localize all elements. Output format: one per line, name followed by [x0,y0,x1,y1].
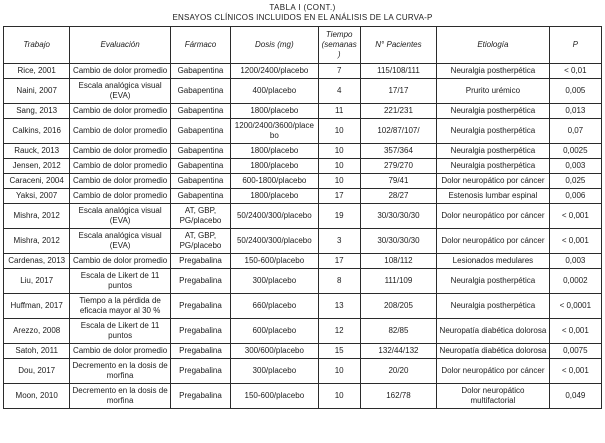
cell-tiempo: 8 [318,269,360,294]
cell-dosis: 150-600/placebo [231,254,318,269]
cell-tiempo: 17 [318,189,360,204]
cell-evaluacion: Cambio de dolor promedio [70,254,171,269]
cell-trabajo: Jensen, 2012 [4,159,70,174]
cell-pacientes: 20/20 [360,359,436,384]
cell-evaluacion: Cambio de dolor promedio [70,159,171,174]
cell-etiologia: Dolor neuropático por cáncer [437,204,550,229]
cell-trabajo: Moon, 2010 [4,384,70,409]
cell-trabajo: Liu, 2017 [4,269,70,294]
cell-p: 0,005 [549,79,601,104]
cell-tiempo: 7 [318,64,360,79]
cell-pacientes: 17/17 [360,79,436,104]
cell-p: 0,07 [549,119,601,144]
cell-evaluacion: Escala analógica visual (EVA) [70,229,171,254]
cell-p: < 0,001 [549,229,601,254]
cell-evaluacion: Decremento en la dosis de morfina [70,359,171,384]
cell-trabajo: Yaksi, 2007 [4,189,70,204]
cell-tiempo: 4 [318,79,360,104]
cell-tiempo: 19 [318,204,360,229]
cell-dosis: 1200/2400/3600/placebo [231,119,318,144]
cell-trabajo: Cardenas, 2013 [4,254,70,269]
cell-etiologia: Neuropatía diabética dolorosa [437,344,550,359]
cell-p: < 0,001 [549,204,601,229]
table-row [4,294,602,319]
cell-pacientes: 208/205 [360,294,436,319]
cell-farmaco: Gabapentina [170,119,230,144]
table-row [4,119,602,144]
cell-dosis: 50/2400/300/placebo [231,229,318,254]
table-title: TABLA I (CONT.) [269,3,336,12]
cell-tiempo: 13 [318,294,360,319]
cell-farmaco: Gabapentina [170,79,230,104]
cell-p: < 0,001 [549,359,601,384]
table-row [4,384,602,409]
cell-etiologia: Neuralgia postherpética [437,119,550,144]
cell-evaluacion: Cambio de dolor promedio [70,64,171,79]
cell-p: 0,003 [549,159,601,174]
cell-evaluacion: Escala analógica visual (EVA) [70,204,171,229]
cell-trabajo: Mishra, 2012 [4,229,70,254]
cell-dosis: 150-600/placebo [231,384,318,409]
cell-trabajo: Rauck, 2013 [4,144,70,159]
cell-pacientes: 115/108/111 [360,64,436,79]
column-header-farmaco: Fármaco [170,27,230,64]
table-row [4,359,602,384]
cell-farmaco: Gabapentina [170,189,230,204]
cell-evaluacion: Escala analógica visual (EVA) [70,79,171,104]
cell-evaluacion: Escala de Likert de 11 puntos [70,319,171,344]
cell-etiologia: Estenosis lumbar espinal [437,189,550,204]
cell-tiempo: 12 [318,319,360,344]
cell-tiempo: 3 [318,229,360,254]
cell-pacientes: 102/87/107/ [360,119,436,144]
cell-trabajo: Arezzo, 2008 [4,319,70,344]
cell-p: 0,006 [549,189,601,204]
cell-trabajo: Caraceni, 2004 [4,174,70,189]
cell-pacientes: 221/231 [360,104,436,119]
cell-p: 0,049 [549,384,601,409]
cell-tiempo: 10 [318,174,360,189]
cell-evaluacion: Cambio de dolor promedio [70,189,171,204]
cell-evaluacion: Decremento en la dosis de morfina [70,384,171,409]
table-row [4,189,602,204]
column-header-etiologia: Etiología [437,27,550,64]
cell-etiologia: Dolor neuropático multifactorial [437,384,550,409]
cell-pacientes: 162/78 [360,384,436,409]
cell-farmaco: AT, GBP, PG/placebo [170,229,230,254]
cell-evaluacion: Cambio de dolor promedio [70,344,171,359]
table-row [4,229,602,254]
cell-pacientes: 79/41 [360,174,436,189]
cell-dosis: 1800/placebo [231,104,318,119]
cell-p: 0,0075 [549,344,601,359]
cell-dosis: 400/placebo [231,79,318,104]
cell-tiempo: 10 [318,384,360,409]
header-row [4,27,602,64]
cell-pacientes: 108/112 [360,254,436,269]
cell-etiologia: Neuralgia postherpética [437,269,550,294]
cell-trabajo: Dou, 2017 [4,359,70,384]
cell-dosis: 300/placebo [231,359,318,384]
cell-evaluacion: Tiempo a la pérdida de eficacia mayor al 30 % [70,294,171,319]
column-header-evaluacion: Evaluación [70,27,171,64]
cell-dosis: 1200/2400/placebo [231,64,318,79]
cell-tiempo: 10 [318,159,360,174]
cell-p: 0,025 [549,174,601,189]
table-subtitle: ENSAYOS CLÍNICOS INCLUIDOS EN EL ANÁLISIS DE LA CURVA-P [172,13,433,22]
table-row [4,159,602,174]
cell-trabajo: Mishra, 2012 [4,204,70,229]
table-row [4,144,602,159]
cell-p: 0,0002 [549,269,601,294]
cell-dosis: 1800/placebo [231,189,318,204]
cell-p: 0,0025 [549,144,601,159]
cell-tiempo: 17 [318,254,360,269]
cell-dosis: 600-1800/placebo [231,174,318,189]
table-row [4,344,602,359]
cell-p: 0,013 [549,104,601,119]
cell-trabajo: Satoh, 2011 [4,344,70,359]
column-header-dosis: Dosis (mg) [231,27,318,64]
cell-etiologia: Dolor neuropático por cáncer [437,174,550,189]
cell-tiempo: 10 [318,359,360,384]
cell-trabajo: Calkins, 2016 [4,119,70,144]
table-row [4,79,602,104]
cell-pacientes: 357/364 [360,144,436,159]
cell-tiempo: 10 [318,144,360,159]
cell-trabajo: Sang, 2013 [4,104,70,119]
cell-dosis: 1800/placebo [231,159,318,174]
cell-p: < 0,01 [549,64,601,79]
cell-pacientes: 132/44/132 [360,344,436,359]
table-row [4,254,602,269]
cell-tiempo: 11 [318,104,360,119]
cell-pacientes: 30/30/30/30 [360,204,436,229]
cell-farmaco: Gabapentina [170,64,230,79]
cell-p: < 0,0001 [549,294,601,319]
cell-trabajo: Naini, 2007 [4,79,70,104]
column-header-p: P [549,27,601,64]
cell-farmaco: Pregabalina [170,359,230,384]
cell-p: 0,003 [549,254,601,269]
cell-dosis: 660/placebo [231,294,318,319]
column-header-trabajo: Trabajo [4,27,70,64]
cell-farmaco: Gabapentina [170,159,230,174]
table-row [4,174,602,189]
table-row [4,319,602,344]
cell-farmaco: Pregabalina [170,254,230,269]
cell-etiologia: Dolor neuropático por cáncer [437,359,550,384]
column-header-tiempo: Tiempo (semanas) [318,27,360,64]
cell-etiologia: Neuralgia postherpética [437,104,550,119]
cell-farmaco: Pregabalina [170,294,230,319]
cell-etiologia: Neuropatía diabética dolorosa [437,319,550,344]
cell-evaluacion: Cambio de dolor promedio [70,104,171,119]
cell-dosis: 600/placebo [231,319,318,344]
table-row [4,204,602,229]
cell-farmaco: Gabapentina [170,104,230,119]
cell-etiologia: Prurito urémico [437,79,550,104]
column-header-pacientes: N° Pacientes [360,27,436,64]
cell-etiologia: Neuralgia postherpética [437,64,550,79]
cell-farmaco: Pregabalina [170,384,230,409]
cell-dosis: 50/2400/300/placebo [231,204,318,229]
cell-pacientes: 28/27 [360,189,436,204]
cell-farmaco: Gabapentina [170,144,230,159]
table-caption [0,0,605,23]
cell-farmaco: Gabapentina [170,174,230,189]
cell-farmaco: Pregabalina [170,344,230,359]
table-row [4,104,602,119]
cell-evaluacion: Cambio de dolor promedio [70,119,171,144]
cell-pacientes: 111/109 [360,269,436,294]
cell-pacientes: 279/270 [360,159,436,174]
cell-pacientes: 82/85 [360,319,436,344]
table-row [4,269,602,294]
cell-trabajo: Huffman, 2017 [4,294,70,319]
cell-evaluacion: Escala de Likert de 11 puntos [70,269,171,294]
cell-etiologia: Lesionados medulares [437,254,550,269]
cell-dosis: 1800/placebo [231,144,318,159]
cell-pacientes: 30/30/30/30 [360,229,436,254]
cell-etiologia: Neuralgia postherpética [437,144,550,159]
cell-farmaco: Pregabalina [170,319,230,344]
clinical-trials-table [3,26,602,409]
cell-evaluacion: Cambio de dolor promedio [70,174,171,189]
cell-p: < 0,001 [549,319,601,344]
cell-dosis: 300/600/placebo [231,344,318,359]
cell-etiologia: Neuralgia postherpética [437,294,550,319]
cell-trabajo: Rice, 2001 [4,64,70,79]
cell-dosis: 300/placebo [231,269,318,294]
cell-evaluacion: Cambio de dolor promedio [70,144,171,159]
cell-farmaco: Pregabalina [170,269,230,294]
table-row [4,64,602,79]
cell-etiologia: Dolor neuropático por cáncer [437,229,550,254]
cell-tiempo: 10 [318,119,360,144]
cell-tiempo: 15 [318,344,360,359]
cell-etiologia: Neuralgia postherpética [437,159,550,174]
cell-farmaco: AT, GBP, PG/placebo [170,204,230,229]
table-body [4,64,602,409]
